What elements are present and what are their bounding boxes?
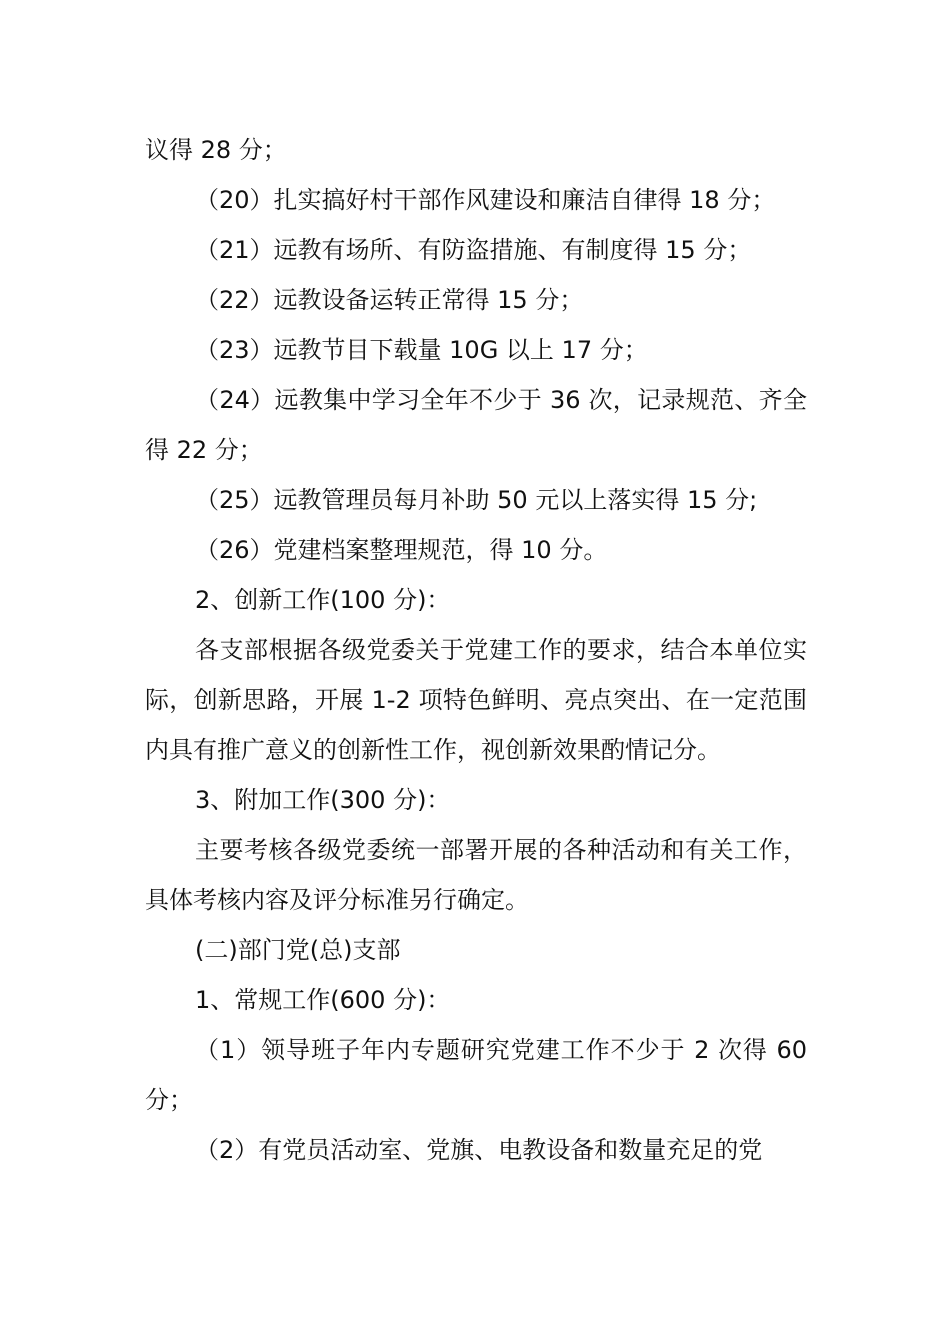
paragraph: （21）远教有场所、有防盗措施、有制度得 15 分； bbox=[195, 236, 752, 264]
paragraph: 主要考核各级党委统一部署开展的各种活动和有关工作，具体考核内容及评分标准另行确定。 bbox=[145, 836, 807, 914]
paragraph: （26）党建档案整理规范，得 10 分。 bbox=[195, 536, 608, 564]
section-heading: 2、创新工作(100 分)： bbox=[195, 586, 451, 614]
section-heading: 1、常规工作(600 分)： bbox=[195, 986, 451, 1014]
document-body bbox=[145, 125, 807, 1175]
paragraph: （25）远教管理员每月补助 50 元以上落实得 15 分; bbox=[195, 486, 758, 514]
section-heading: (二)部门党(总)支部 bbox=[195, 936, 401, 964]
paragraph: （23）远教节目下载量 10G 以上 17 分； bbox=[195, 336, 648, 364]
paragraph: （1）领导班子年内专题研究党建工作不少于 2 次得 60 分； bbox=[145, 1036, 807, 1114]
paragraph: （2）有党员活动室、党旗、电教设备和数量充足的党 bbox=[195, 1136, 763, 1164]
paragraph: 议得 28 分； bbox=[145, 136, 287, 164]
paragraph: （24）远教集中学习全年不少于 36 次，记录规范、齐全得 22 分； bbox=[145, 386, 807, 464]
paragraph: 各支部根据各级党委关于党建工作的要求，结合本单位实际，创新思路，开展 1-2 项特色鲜明、亮点突出、在一定范围内具有推广意义的创新性工作，视创新效果酌情记分。 bbox=[145, 636, 807, 764]
section-heading: 3、附加工作(300 分)： bbox=[195, 786, 451, 814]
paragraph: （20）扎实搞好村干部作风建设和廉洁自律得 18 分； bbox=[195, 186, 776, 214]
paragraph: （22）远教设备运转正常得 15 分； bbox=[195, 286, 584, 314]
